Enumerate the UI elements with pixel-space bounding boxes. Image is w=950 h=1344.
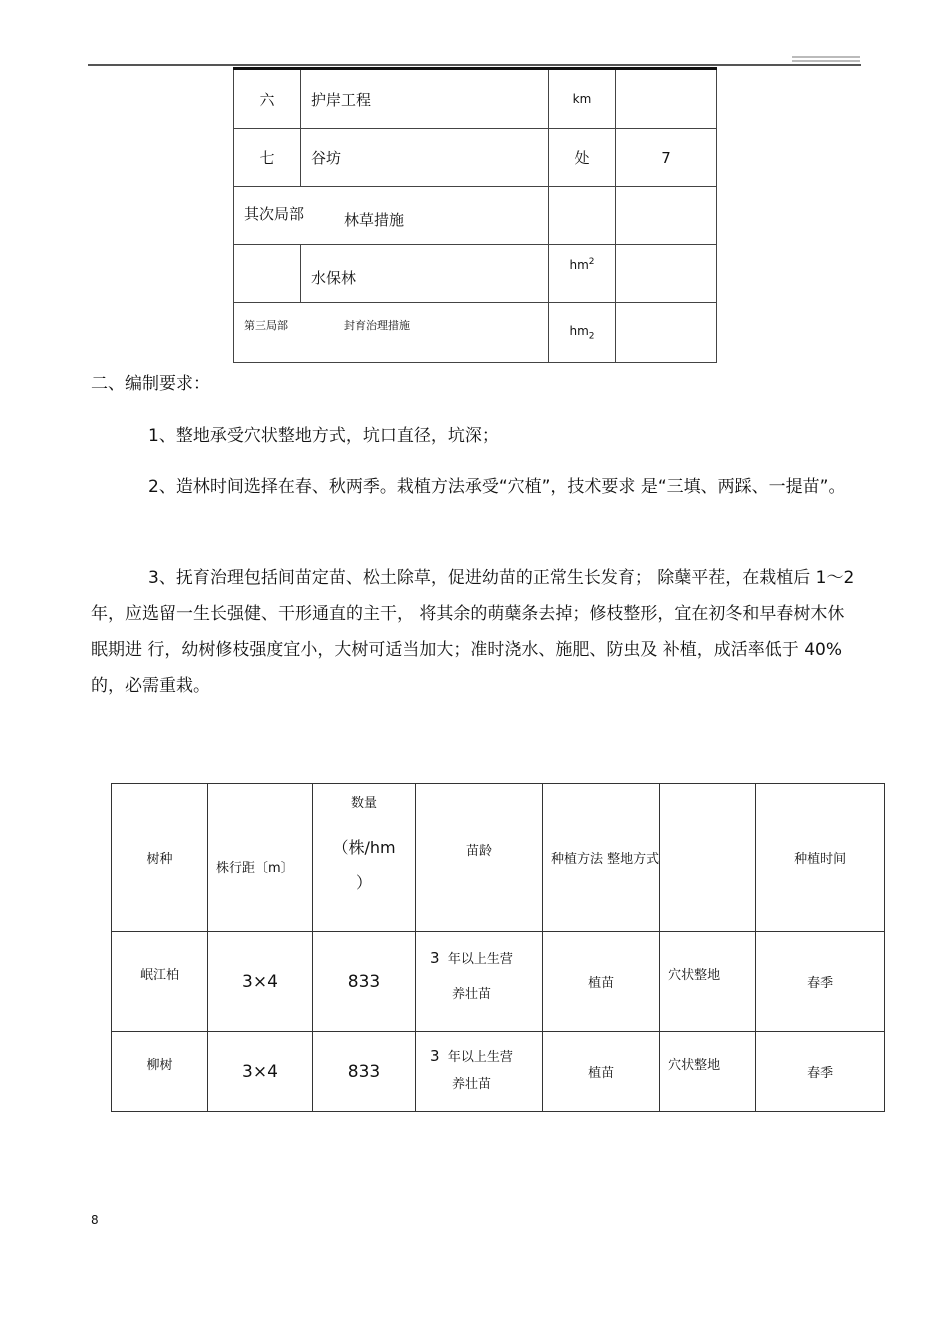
row-number: 七	[234, 129, 301, 187]
cell-species: 柳树	[112, 1032, 208, 1112]
age-text: 年以上生营	[447, 1050, 513, 1065]
unit	[549, 187, 616, 245]
age-text: 年以上生营	[447, 952, 513, 967]
age-number: 3	[430, 949, 440, 967]
cell-species: 岷江柏	[112, 932, 208, 1032]
qty-line3: ）	[355, 873, 372, 892]
unit: 处	[549, 129, 616, 187]
cell-method: 植苗	[543, 932, 660, 1032]
cell-age	[416, 932, 543, 1032]
unit	[549, 303, 616, 363]
cell-quantity: 833	[313, 932, 416, 1032]
cell-age	[416, 1032, 543, 1112]
section-label: 第三局部	[244, 319, 288, 332]
requirement-item: 3、抚育治理包括间苗定苗、松土除草，促进幼苗的正常生长发育； 除蘖平茬，在栽植后 1～2 年，应选留一生长强健、干形通直的主干， 将其余的萌蘖条去掉；修枝整形，宜在初冬和早春树木休眠期进 行，幼树修枝强度宜小，大树可适当加大；准时浇水、施肥、防虫及 补植，成活率低于 40%的，必需重栽。	[91, 568, 855, 696]
item-name: 谷坊	[301, 129, 549, 187]
unit-text: hm	[569, 323, 589, 338]
table-row	[112, 1032, 885, 1112]
header-quantity	[313, 784, 416, 932]
table-row	[112, 932, 885, 1032]
item-name: 护岸工程	[301, 69, 549, 129]
cell-spacing: 3×4	[208, 932, 313, 1032]
table-row	[234, 69, 717, 129]
table-header-row	[112, 784, 885, 932]
table-row	[234, 187, 717, 245]
value	[616, 303, 717, 363]
requirement-item: 2、造林时间选择在春、秋两季。栽植方法承受“穴植”，技术要求 是“三填、两踩、一提苗”。	[148, 477, 846, 497]
planting-table	[111, 783, 885, 1112]
age-number: 3	[430, 1047, 440, 1065]
section-cell	[234, 303, 549, 363]
value	[616, 69, 717, 129]
item-name: 林草措施	[344, 211, 405, 229]
header-spacing: 株行距〔m〕	[208, 784, 313, 932]
section-cell	[234, 187, 549, 245]
section-heading: 二、编制要求：	[91, 374, 210, 394]
table-row	[234, 245, 717, 303]
works-table	[233, 67, 717, 363]
header-age: 苗龄	[416, 784, 543, 932]
header-method: 种植方法 整地方式	[543, 784, 660, 932]
qty-line2: （株/hm	[332, 838, 396, 857]
unit-subscript: 2	[588, 331, 595, 342]
cell-spacing: 3×4	[208, 1032, 313, 1112]
item-name: 水保林	[301, 245, 549, 303]
cell-prep: 穴状整地	[660, 932, 756, 1032]
page-number: 8	[91, 1213, 99, 1227]
unit-superscript: 2	[588, 257, 595, 267]
header-time: 种植时间	[756, 784, 885, 932]
table-row	[234, 129, 717, 187]
qty-line1: 数量	[350, 796, 377, 811]
age-text-line2: 养壮苗	[452, 1077, 492, 1092]
requirement-item: 1、整地承受穴状整地方式，坑口直径，坑深；	[148, 426, 499, 446]
header-mark	[792, 56, 860, 62]
header-species: 树种	[112, 784, 208, 932]
cell-quantity: 833	[313, 1032, 416, 1112]
cell-method: 植苗	[543, 1032, 660, 1112]
cell-time: 春季	[756, 1032, 885, 1112]
age-text-line2: 养壮苗	[452, 987, 492, 1002]
table-row	[234, 303, 717, 363]
section-label: 其次局部	[244, 205, 305, 223]
row-number	[234, 245, 301, 303]
value	[616, 245, 717, 303]
header-rule	[88, 64, 861, 66]
cell-prep: 穴状整地	[660, 1032, 756, 1112]
value	[616, 187, 717, 245]
unit: km	[549, 69, 616, 129]
cell-time: 春季	[756, 932, 885, 1032]
unit-text: hm	[569, 258, 589, 272]
unit	[549, 245, 616, 303]
value: 7	[616, 129, 717, 187]
header-prep	[660, 784, 756, 932]
row-number: 六	[234, 69, 301, 129]
item-name: 封育治理措施	[344, 319, 410, 332]
